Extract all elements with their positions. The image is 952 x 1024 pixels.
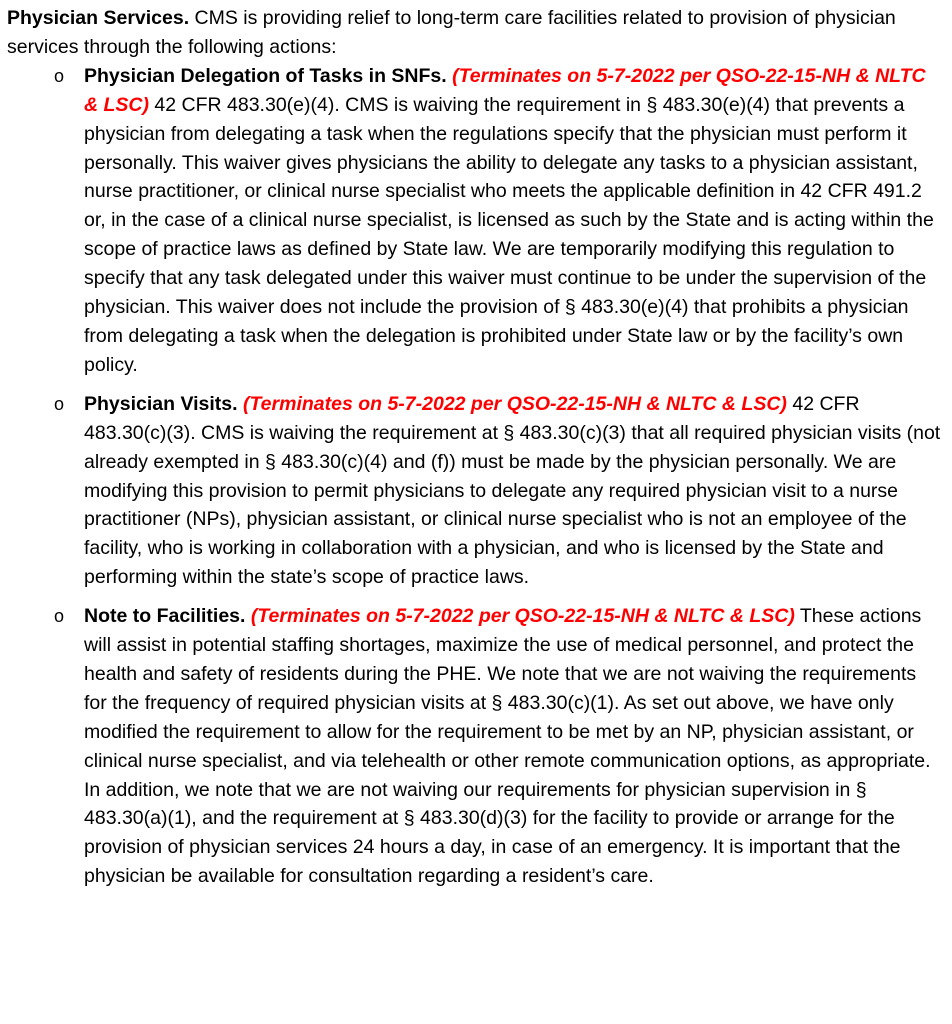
- bullet-icon: o: [54, 393, 65, 414]
- terminates-note: (Terminates on 5-7-2022 per QSO-22-15-NH & NLTC & LSC): [250, 605, 795, 628]
- waiver-list: [7, 62, 944, 891]
- item-title: Note to Facilities.: [84, 605, 246, 628]
- bullet-icon: o: [54, 65, 65, 86]
- item-title: Physician Visits.: [84, 392, 238, 415]
- intro-text: CMS is providing relief to long-term care facilities related to provision of physician services through the following actions:: [7, 7, 896, 58]
- intro-heading: Physician Services.: [7, 7, 190, 29]
- list-item: [7, 62, 944, 380]
- list-item: [7, 390, 944, 592]
- intro-paragraph: [7, 4, 944, 62]
- list-item: [7, 602, 944, 891]
- item-body: 42 CFR 483.30(c)(3). CMS is waiving the requirement at § 483.30(c)(3) that all required physician visits (not already exempted in § 483.30(c)(4) and (f)) must be made by the physician personally. We are modifying this provision to permit physicians to delegate any required physician visit to a nurse practitioner (NPs), physician assistant, or clinical nurse specialist who is not an employee of the facility, who is working in collaboration with a physician, and who is licensed by the State and performing within the state’s scope of practice laws.: [84, 392, 941, 589]
- bullet-icon: o: [54, 606, 65, 627]
- item-body: 42 CFR 483.30(e)(4). CMS is waiving the requirement in § 483.30(e)(4) that prevents a physician from delegating a task when the regulations specify that the physician must perform it personally. This waiver gives physicians the ability to delegate any tasks to a physician assistant, nurse practitioner, or clinical nurse specialist who meets the applicable definition in 42 CFR 491.2 or, in the case of a clinical nurse specialist, is licensed as such by the State and is acting within the scope of practice laws as defined by State law. We are temporarily modifying this regulation to specify that any task delegated under this waiver must continue to be under the supervision of the physician. This waiver does not include the provision of § 483.30(e)(4) that prohibits a physician from delegating a task when the delegation is prohibited under State law or by the facility’s own policy.: [84, 93, 934, 376]
- item-title: Physician Delegation of Tasks in SNFs.: [84, 64, 447, 87]
- terminates-note: (Terminates on 5-7-2022 per QSO-22-15-NH & NLTC & LSC): [84, 64, 926, 116]
- terminates-note: (Terminates on 5-7-2022 per QSO-22-15-NH & NLTC & LSC): [242, 392, 787, 415]
- item-body: These actions will assist in potential staffing shortages, maximize the use of medical personnel, and protect the health and safety of residents during the PHE. We note that we are not waiving the requirements for the frequency of required physician visits at § 483.30(c)(1). As set out above, we have only modified the requirement to allow for the requirement to be met by an NP, physician assistant, or clinical nurse specialist, and via telehealth or other remote communication options, as appropriate. In addition, we note that we are not waiving our requirements for physician supervision in § 483.30(a)(1), and the requirement at § 483.30(d)(3) for the facility to provide or arrange for the provision of physician services 24 hours a day, in case of an emergency. It is important that the physician be available for consultation regarding a resident’s care.: [84, 605, 931, 888]
